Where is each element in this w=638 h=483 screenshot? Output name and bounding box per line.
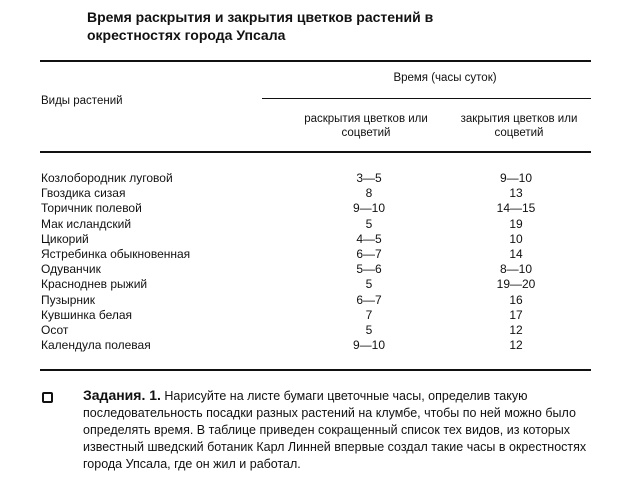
cell-close: 10 xyxy=(509,231,523,246)
cell-name: Мак исландский xyxy=(41,216,132,231)
table-row xyxy=(0,201,638,216)
cell-open: 5 xyxy=(365,216,373,231)
cell-open: 9—10 xyxy=(352,338,386,353)
cell-close: 17 xyxy=(509,307,523,322)
cell-open: 4—5 xyxy=(356,231,382,246)
header-close: закрытия цветков или соцветий xyxy=(460,113,578,139)
cell-name: Красноднев рыжий xyxy=(41,277,148,292)
cell-close: 16 xyxy=(509,292,523,307)
table-row xyxy=(0,217,638,232)
cell-close: 8—10 xyxy=(499,262,533,277)
table-row xyxy=(0,232,638,247)
cell-close: 19—20 xyxy=(496,277,536,292)
cell-name: Торичник полевой xyxy=(41,201,142,216)
cell-name: Одуванчик xyxy=(41,262,101,277)
cell-name: Ястребинка обыкновенная xyxy=(41,247,191,261)
table-bottom-rule xyxy=(40,369,591,371)
cell-close: 19 xyxy=(509,216,523,231)
cell-name: Козлобородник луговой xyxy=(41,171,173,185)
table-row xyxy=(0,186,638,201)
cell-open: 5 xyxy=(365,323,373,337)
cell-open: 6—7 xyxy=(356,247,382,261)
table-row xyxy=(0,338,638,353)
header-species: Виды растений xyxy=(41,95,123,107)
cell-open: 9—10 xyxy=(352,201,386,216)
table-row xyxy=(0,293,638,308)
page-title: Время раскрытия и закрытия цветков растений в окрестностях города Упсала xyxy=(87,9,434,43)
cell-close: 9—10 xyxy=(499,171,533,185)
cell-close: 14—15 xyxy=(496,201,536,216)
cell-open: 5—6 xyxy=(356,262,382,277)
checkbox-icon xyxy=(42,392,53,403)
table-header-rule xyxy=(40,151,591,153)
table-row xyxy=(0,308,638,323)
cell-open: 7 xyxy=(365,307,373,322)
table-row xyxy=(0,247,638,262)
table-top-rule xyxy=(40,60,591,62)
header-time: Время (часы суток) xyxy=(393,72,497,84)
cell-name: Гвоздика сизая xyxy=(41,186,126,201)
table-row xyxy=(0,323,638,338)
cell-name: Кувшинка белая xyxy=(41,307,133,322)
task-body: Нарисуйте на листе бумаги цветочные часы, определив такую последовательность посадки разных растений на клумбе, чтобы по ней можно было определять время. В таблице приведен сокращенный список тех видов, из которых известный шведский ботаник Карл Линней впервые создал такие часы в окрестностях города Упсала, где он жил и работал. xyxy=(83,389,587,471)
table-row xyxy=(0,262,638,277)
cell-open: 6—7 xyxy=(356,292,382,307)
cell-open: 3—5 xyxy=(356,171,382,185)
cell-name: Пузырник xyxy=(41,292,96,307)
cell-close: 12 xyxy=(509,323,523,337)
cell-close: 13 xyxy=(509,186,523,201)
cell-close: 12 xyxy=(509,338,523,353)
table-row xyxy=(0,171,638,186)
header-open: раскрытия цветков или соцветий xyxy=(304,113,428,139)
table-row xyxy=(0,277,638,292)
cell-open: 5 xyxy=(365,277,373,292)
task-text-block xyxy=(83,387,603,473)
cell-name: Осот xyxy=(41,323,69,337)
cell-name: Цикорий xyxy=(41,231,89,246)
cell-close: 14 xyxy=(509,247,523,261)
cell-name: Календула полевая xyxy=(41,338,151,353)
task-label: Задания. 1. xyxy=(83,387,161,403)
header-sub-rule xyxy=(262,98,591,99)
cell-open: 8 xyxy=(365,186,373,201)
